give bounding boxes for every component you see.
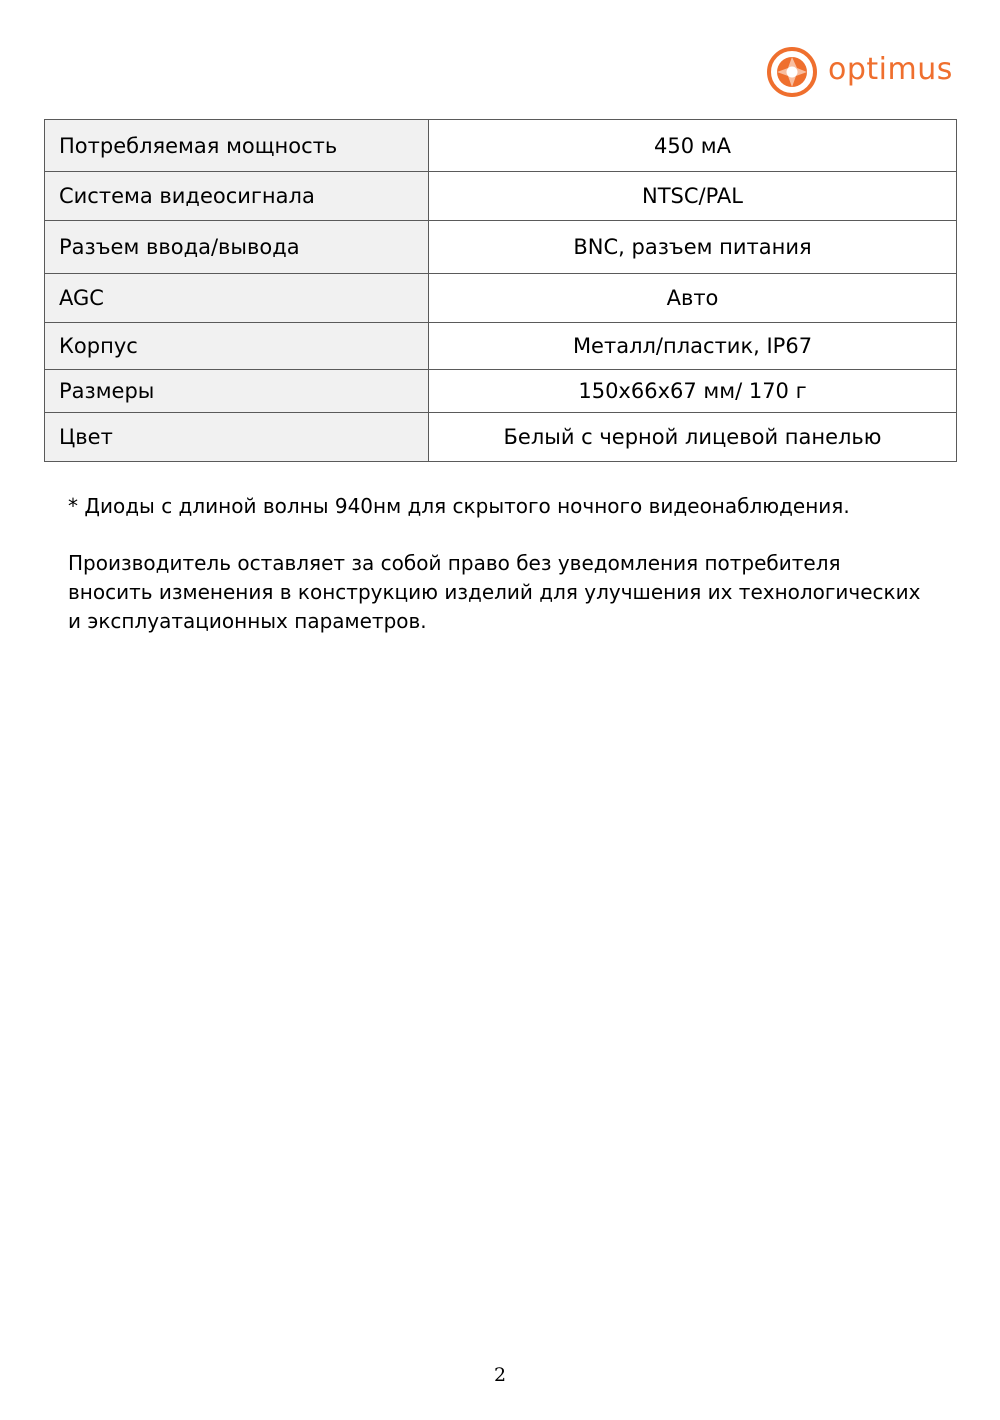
param-value: Металл/пластик, IP67 [429, 323, 957, 370]
param-value: 450 мА [429, 120, 957, 172]
param-label: Система видеосигнала [45, 172, 429, 221]
logo-wordmark: optimus [828, 52, 953, 87]
table-row [45, 274, 957, 323]
param-label: Потребляемая мощность [45, 120, 429, 172]
disclaimer-text: Производитель оставляет за собой право без уведомления потребителя вносить изменения в конструкцию изделий для улучшения их технологических и эксплуатационных параметров. [68, 551, 921, 633]
table-row [45, 120, 957, 172]
param-value: Белый с черной лицевой панелью [429, 413, 957, 462]
specifications-table [44, 119, 957, 462]
param-label: Разъем ввода/вывода [45, 221, 429, 274]
param-label: Корпус [45, 323, 429, 370]
param-label: Размеры [45, 370, 429, 413]
param-value: 150x66x67 мм/ 170 г [429, 370, 957, 413]
param-value: Авто [429, 274, 957, 323]
table-row [45, 221, 957, 274]
param-value: BNC, разъем питания [429, 221, 957, 274]
table-row [45, 172, 957, 221]
footnote: * Диоды с длиной волны 940нм для скрытого ночного видеонаблюдения. [68, 494, 850, 518]
page-number: 2 [493, 1364, 507, 1386]
table-row [45, 323, 957, 370]
param-label: AGC [45, 274, 429, 323]
table-row [45, 370, 957, 413]
param-value: NTSC/PAL [429, 172, 957, 221]
brand-logo [766, 46, 953, 98]
optimus-lens-icon [766, 46, 818, 98]
param-label: Цвет [45, 413, 429, 462]
table-row [45, 413, 957, 462]
